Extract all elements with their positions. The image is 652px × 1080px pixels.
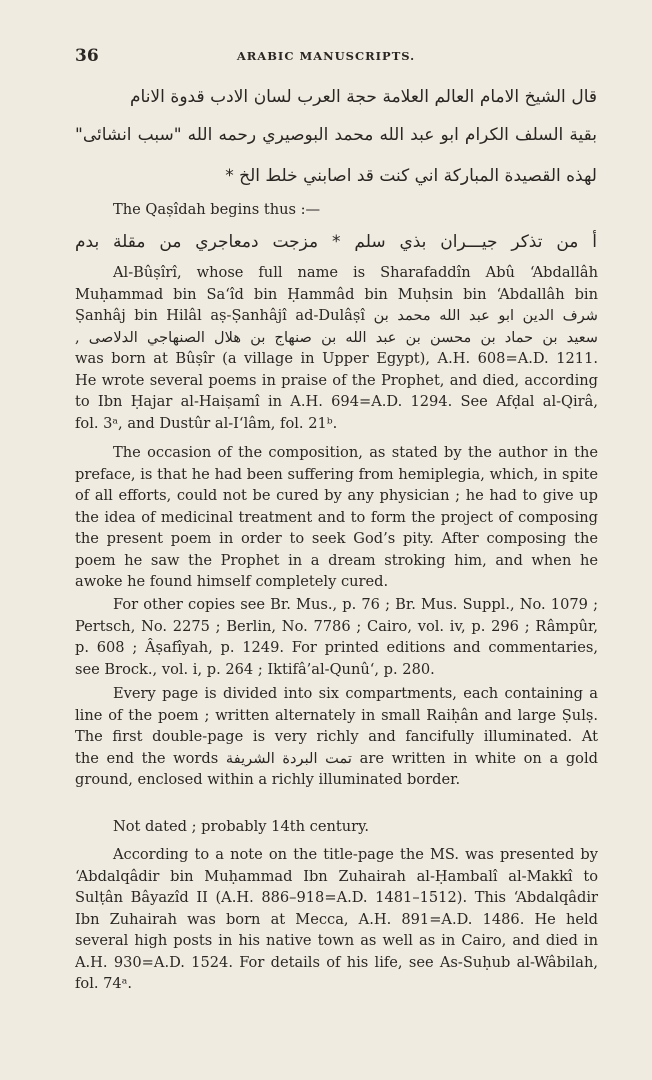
- text-line: the present poem in order to seek God’s pity. After composing the: [75, 530, 598, 547]
- text-line: , سعيد بن حماد بن محسن بن عبد الله بن صنهاج بن هلال الصنهاجي الدلاصى: [75, 328, 598, 346]
- text-line: the end the words تمت البردة الشريفة are written in white on a gold: [75, 749, 598, 767]
- text-line: Ṣanhâj bin Hilâl aṣ-Ṣanhâjî ad-Dulâṣî شرف الدين ابو عبد الله محمد بن: [75, 307, 598, 324]
- text-line: the idea of medicinal treatment and to form the project of composing: [75, 508, 598, 526]
- text-line: Sulṭân Bâyazîd II (A.H. 886–918=A.D. 1481–1512). This ‘Abdalqâdir: [75, 889, 598, 906]
- text-line: ground, enclosed within a richly illuminated border.: [75, 771, 461, 788]
- text-line: Al-Bûṣîrî, whose full name is Sharafaddîn Abû ‘Abdallâh: [113, 264, 598, 281]
- running-head: ARABIC MANUSCRIPTS.: [236, 49, 416, 63]
- paragraph-provenance: [75, 844, 598, 995]
- text-line: The first double-page is very richly and fancifully illuminated. At: [75, 728, 598, 745]
- text-line: The occasion of the composition, as stated by the author in the: [113, 444, 598, 461]
- arabic-intro-line: لهذه القصيدة المباركة اني كنت قد اصابني خلط الخ *: [225, 166, 597, 186]
- paragraph-biography: [75, 262, 598, 434]
- text-line: For other copies see Br. Mus., p. 76 ; Br. Mus. Suppl., No. 1079 ;: [113, 596, 598, 613]
- text-line: Pertsch, No. 2275 ; Berlin, No. 7786 ; Cairo, vol. iv, p. 296 ; Râmpûr,: [75, 617, 598, 635]
- paragraph-occasion: [75, 442, 598, 593]
- text-line: Not dated ; probably 14th century.: [113, 818, 370, 835]
- paragraph-description: [75, 683, 598, 791]
- text-line: poem he saw the Prophet in a dream stroking him, and when he: [75, 551, 598, 569]
- text-line: Muḥammad bin Sa‘îd bin Ḥammâd bin Muḥsin bin ‘Abdallâh bin: [75, 285, 598, 303]
- text-line: preface, is that he had been suffering from hemiplegia, which, in spite: [75, 465, 598, 483]
- text-line: was born at Bûṣîr (a village in Upper Egypt), A.H. 608=A.D. 1211.: [75, 350, 598, 367]
- text-line: Ibn Zuhairah was born at Mecca, A.H. 891=A.D. 1486. He held: [75, 910, 598, 928]
- text-line: awoke he found himself completely cured.: [75, 573, 389, 590]
- opening-verse: أ من تذكر جيـــران بذي سلم * مزجت دمعاجري من مقلة بدم: [75, 232, 597, 252]
- paragraph-date: [75, 816, 598, 838]
- text-line: ‘Abdalqâdir bin Muḥammad Ibn Zuhairah al-Ḥambalî al-Makkî to: [75, 867, 598, 885]
- text-line: A.H. 930=A.D. 1524. For details of his life, see As-Suḥub al-Wâbilah,: [75, 953, 598, 971]
- text-line: several high posts in his native town as well as in Cairo, and died in: [75, 932, 598, 949]
- qasidah-intro: The Qaṣîdah begins thus :—: [113, 201, 321, 218]
- text-line: According to a note on the title-page the MS. was presented by: [113, 846, 598, 863]
- arabic-intro-line: بقية السلف الكرام ابو عبد الله محمد البوصيري رحمه الله "سبب انشائى": [75, 125, 597, 145]
- text-line: to Ibn Ḥajar al-Haiṣamî in A.H. 694=A.D. 1294. See Afḍal al-Qirâ,: [75, 393, 598, 410]
- text-line: He wrote several poems in praise of the Prophet, and died, according: [75, 371, 598, 389]
- text-line: p. 608 ; Âṣafîyah, p. 1249. For printed editions and commentaries,: [75, 639, 598, 656]
- page-number: 36: [75, 46, 99, 66]
- text-line: fol. 3ᵃ, and Dustûr al-I‘lâm, fol. 21ᵇ.: [75, 414, 338, 432]
- text-line: fol. 74ᵃ.: [75, 975, 132, 992]
- text-line: of all efforts, could not be cured by any physician ; he had to give up: [75, 487, 598, 504]
- text-line: Every page is divided into six compartments, each containing a: [113, 685, 598, 702]
- text-line: line of the poem ; written alternately in small Raiḥân and large Ṣulṣ.: [75, 706, 598, 724]
- arabic-intro-line: قال الشيخ الامام العالم العلامة حجة العرب لسان الادب قدوة الانام: [130, 87, 597, 107]
- text-line: see Brock., vol. i, p. 264 ; Iktifâ’al-Qunû‘, p. 280.: [75, 660, 435, 678]
- paragraph-other-copies: [75, 594, 598, 680]
